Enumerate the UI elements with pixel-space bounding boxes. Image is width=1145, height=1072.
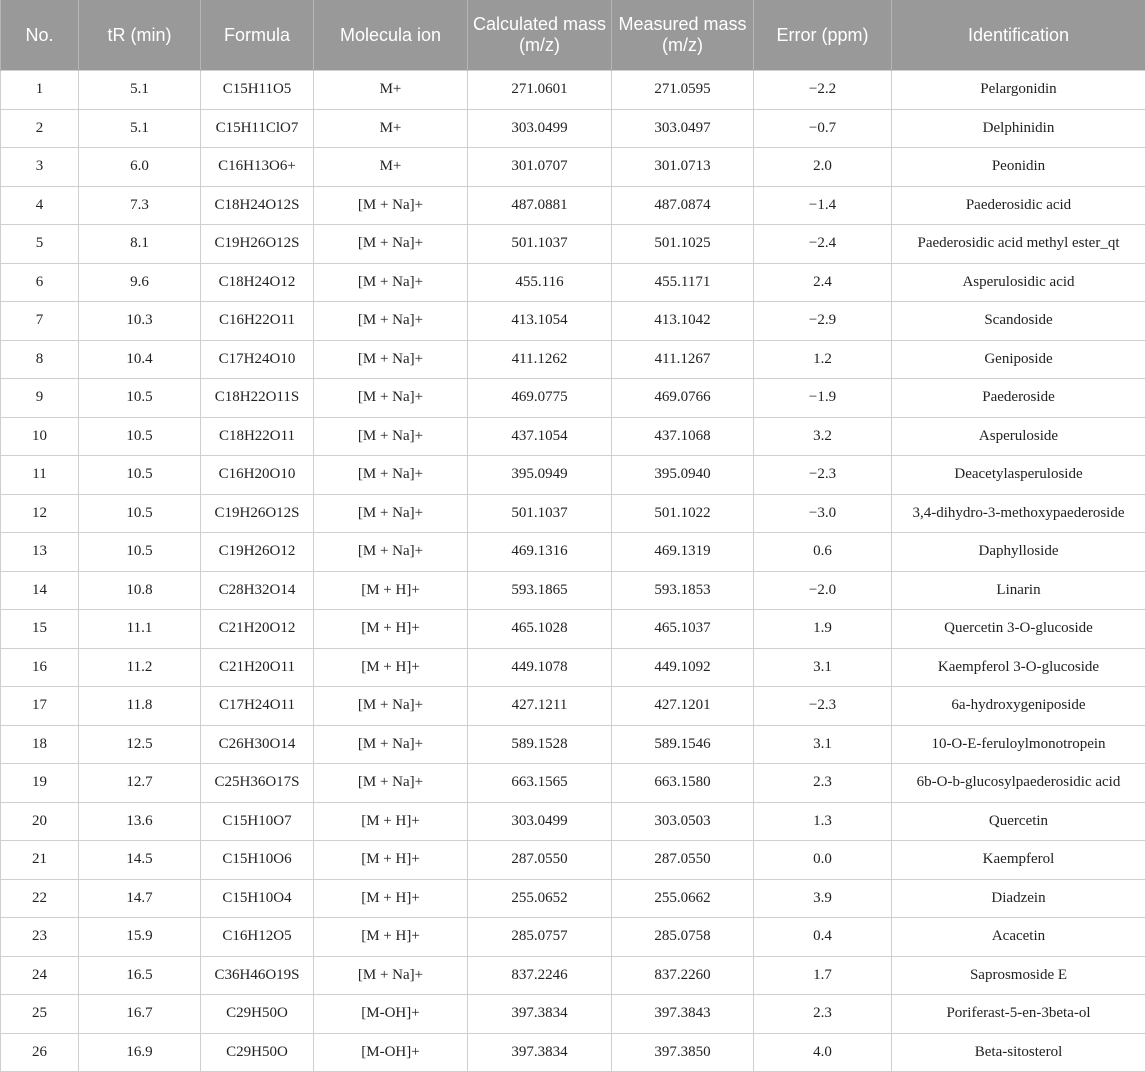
cell-identification: Paederosidic acid [892, 186, 1145, 225]
cell-formula: C18H22O11S [201, 379, 314, 418]
cell-identification: Kaempferol 3-O-glucoside [892, 648, 1145, 687]
cell-formula: C18H22O11 [201, 417, 314, 456]
cell-error: 3.1 [754, 725, 892, 764]
cell-error: 2.3 [754, 764, 892, 803]
cell-identification: Quercetin [892, 802, 1145, 841]
cell-identification: Geniposide [892, 340, 1145, 379]
cell-measured-mass: 271.0595 [612, 71, 754, 110]
table-row [1, 879, 1145, 918]
cell-measured-mass: 455.1171 [612, 263, 754, 302]
cell-error: −2.3 [754, 687, 892, 726]
table-row [1, 764, 1145, 803]
cell-error: 2.3 [754, 995, 892, 1034]
cell-no: 10 [1, 417, 79, 456]
cell-tr: 6.0 [79, 148, 201, 187]
cell-identification: Peonidin [892, 148, 1145, 187]
cell-molecular-ion: [M + H]+ [314, 802, 468, 841]
cell-formula: C18H24O12 [201, 263, 314, 302]
table-row [1, 802, 1145, 841]
cell-calculated-mass: 301.0707 [468, 148, 612, 187]
cell-formula: C15H10O6 [201, 841, 314, 880]
table-row [1, 995, 1145, 1034]
cell-molecular-ion: [M + Na]+ [314, 687, 468, 726]
cell-error: 1.7 [754, 956, 892, 995]
cell-error: −3.0 [754, 494, 892, 533]
header-row [1, 0, 1145, 71]
table-row [1, 1033, 1145, 1072]
cell-measured-mass: 449.1092 [612, 648, 754, 687]
table-row [1, 340, 1145, 379]
table-row [1, 456, 1145, 495]
cell-measured-mass: 411.1267 [612, 340, 754, 379]
cell-identification: 6a-hydroxygeniposide [892, 687, 1145, 726]
cell-no: 19 [1, 764, 79, 803]
cell-measured-mass: 287.0550 [612, 841, 754, 880]
cell-tr: 14.5 [79, 841, 201, 880]
cell-calculated-mass: 455.116 [468, 263, 612, 302]
table-row [1, 725, 1145, 764]
cell-tr: 10.3 [79, 302, 201, 341]
cell-tr: 16.9 [79, 1033, 201, 1072]
cell-molecular-ion: [M + Na]+ [314, 225, 468, 264]
table-row [1, 109, 1145, 148]
cell-formula: C19H26O12 [201, 533, 314, 572]
cell-molecular-ion: M+ [314, 148, 468, 187]
cell-molecular-ion: [M + Na]+ [314, 456, 468, 495]
table-row [1, 186, 1145, 225]
cell-no: 8 [1, 340, 79, 379]
cell-tr: 16.7 [79, 995, 201, 1034]
cell-calculated-mass: 501.1037 [468, 225, 612, 264]
cell-error: −1.9 [754, 379, 892, 418]
cell-molecular-ion: [M + Na]+ [314, 379, 468, 418]
cell-no: 4 [1, 186, 79, 225]
cell-error: −2.2 [754, 71, 892, 110]
cell-measured-mass: 501.1025 [612, 225, 754, 264]
table-row [1, 225, 1145, 264]
cell-error: 3.2 [754, 417, 892, 456]
cell-error: −2.9 [754, 302, 892, 341]
cell-molecular-ion: M+ [314, 71, 468, 110]
cell-molecular-ion: [M + H]+ [314, 648, 468, 687]
cell-formula: C15H11O5 [201, 71, 314, 110]
cell-identification: 6b-O-b-glucosylpaederosidic acid [892, 764, 1145, 803]
cell-tr: 8.1 [79, 225, 201, 264]
cell-identification: Daphylloside [892, 533, 1145, 572]
cell-no: 21 [1, 841, 79, 880]
cell-no: 15 [1, 610, 79, 649]
cell-error: −1.4 [754, 186, 892, 225]
cell-tr: 12.7 [79, 764, 201, 803]
cell-formula: C19H26O12S [201, 225, 314, 264]
cell-identification: Paederoside [892, 379, 1145, 418]
cell-measured-mass: 427.1201 [612, 687, 754, 726]
cell-calculated-mass: 427.1211 [468, 687, 612, 726]
cell-calculated-mass: 437.1054 [468, 417, 612, 456]
cell-formula: C15H11ClO7 [201, 109, 314, 148]
cell-error: 3.1 [754, 648, 892, 687]
cell-calculated-mass: 589.1528 [468, 725, 612, 764]
cell-no: 25 [1, 995, 79, 1034]
cell-identification: Asperuloside [892, 417, 1145, 456]
cell-no: 9 [1, 379, 79, 418]
table-row [1, 918, 1145, 957]
cell-calculated-mass: 397.3834 [468, 1033, 612, 1072]
cell-calculated-mass: 287.0550 [468, 841, 612, 880]
cell-no: 17 [1, 687, 79, 726]
cell-no: 24 [1, 956, 79, 995]
table-row [1, 648, 1145, 687]
cell-formula: C15H10O4 [201, 879, 314, 918]
cell-formula: C18H24O12S [201, 186, 314, 225]
cell-error: −2.0 [754, 571, 892, 610]
cell-molecular-ion: [M + H]+ [314, 841, 468, 880]
cell-error: 1.2 [754, 340, 892, 379]
cell-molecular-ion: [M + Na]+ [314, 494, 468, 533]
cell-tr: 7.3 [79, 186, 201, 225]
cell-identification: Paederosidic acid methyl ester_qt [892, 225, 1145, 264]
cell-measured-mass: 501.1022 [612, 494, 754, 533]
cell-molecular-ion: M+ [314, 109, 468, 148]
header-error: Error (ppm) [754, 0, 892, 71]
cell-measured-mass: 469.0766 [612, 379, 754, 418]
cell-molecular-ion: [M + Na]+ [314, 533, 468, 572]
header-identification: Identification [892, 0, 1145, 71]
cell-measured-mass: 413.1042 [612, 302, 754, 341]
cell-formula: C16H12O5 [201, 918, 314, 957]
cell-formula: C17H24O10 [201, 340, 314, 379]
cell-formula: C16H22O11 [201, 302, 314, 341]
cell-no: 3 [1, 148, 79, 187]
cell-error: 0.6 [754, 533, 892, 572]
cell-formula: C26H30O14 [201, 725, 314, 764]
cell-no: 5 [1, 225, 79, 264]
cell-measured-mass: 397.3843 [612, 995, 754, 1034]
table-row [1, 571, 1145, 610]
cell-calculated-mass: 469.1316 [468, 533, 612, 572]
cell-no: 2 [1, 109, 79, 148]
cell-identification: Poriferast-5-en-3beta-ol [892, 995, 1145, 1034]
cell-calculated-mass: 303.0499 [468, 802, 612, 841]
cell-error: 4.0 [754, 1033, 892, 1072]
cell-calculated-mass: 465.1028 [468, 610, 612, 649]
cell-calculated-mass: 303.0499 [468, 109, 612, 148]
cell-calculated-mass: 285.0757 [468, 918, 612, 957]
cell-measured-mass: 285.0758 [612, 918, 754, 957]
cell-identification: Scandoside [892, 302, 1145, 341]
cell-calculated-mass: 271.0601 [468, 71, 612, 110]
cell-calculated-mass: 397.3834 [468, 995, 612, 1034]
cell-formula: C15H10O7 [201, 802, 314, 841]
table-row [1, 956, 1145, 995]
cell-formula: C17H24O11 [201, 687, 314, 726]
table-row [1, 379, 1145, 418]
cell-tr: 10.8 [79, 571, 201, 610]
cell-identification: Kaempferol [892, 841, 1145, 880]
cell-calculated-mass: 837.2246 [468, 956, 612, 995]
cell-molecular-ion: [M + Na]+ [314, 263, 468, 302]
cell-measured-mass: 593.1853 [612, 571, 754, 610]
cell-molecular-ion: [M + H]+ [314, 918, 468, 957]
table-row [1, 302, 1145, 341]
cell-formula: C29H50O [201, 995, 314, 1034]
cell-calculated-mass: 593.1865 [468, 571, 612, 610]
cell-measured-mass: 487.0874 [612, 186, 754, 225]
cell-calculated-mass: 395.0949 [468, 456, 612, 495]
table-row [1, 148, 1145, 187]
cell-error: 0.0 [754, 841, 892, 880]
cell-calculated-mass: 411.1262 [468, 340, 612, 379]
cell-no: 16 [1, 648, 79, 687]
table-row [1, 533, 1145, 572]
cell-identification: Acacetin [892, 918, 1145, 957]
cell-tr: 10.4 [79, 340, 201, 379]
cell-calculated-mass: 469.0775 [468, 379, 612, 418]
cell-formula: C19H26O12S [201, 494, 314, 533]
cell-error: 1.9 [754, 610, 892, 649]
cell-measured-mass: 589.1546 [612, 725, 754, 764]
cell-measured-mass: 397.3850 [612, 1033, 754, 1072]
cell-measured-mass: 469.1319 [612, 533, 754, 572]
cell-molecular-ion: [M + Na]+ [314, 764, 468, 803]
cell-tr: 13.6 [79, 802, 201, 841]
cell-error: −2.3 [754, 456, 892, 495]
cell-formula: C21H20O11 [201, 648, 314, 687]
cell-tr: 15.9 [79, 918, 201, 957]
cell-molecular-ion: [M + Na]+ [314, 302, 468, 341]
cell-calculated-mass: 413.1054 [468, 302, 612, 341]
cell-tr: 16.5 [79, 956, 201, 995]
cell-tr: 11.2 [79, 648, 201, 687]
cell-error: 2.0 [754, 148, 892, 187]
cell-molecular-ion: [M + H]+ [314, 879, 468, 918]
cell-identification: Delphinidin [892, 109, 1145, 148]
cell-calculated-mass: 255.0652 [468, 879, 612, 918]
cell-no: 1 [1, 71, 79, 110]
cell-error: −0.7 [754, 109, 892, 148]
cell-formula: C21H20O12 [201, 610, 314, 649]
cell-error: 3.9 [754, 879, 892, 918]
table-row [1, 417, 1145, 456]
cell-identification: Quercetin 3-O-glucoside [892, 610, 1145, 649]
cell-identification: Asperulosidic acid [892, 263, 1145, 302]
cell-molecular-ion: [M-OH]+ [314, 995, 468, 1034]
cell-no: 11 [1, 456, 79, 495]
cell-calculated-mass: 449.1078 [468, 648, 612, 687]
cell-tr: 11.8 [79, 687, 201, 726]
cell-no: 13 [1, 533, 79, 572]
cell-no: 6 [1, 263, 79, 302]
cell-tr: 5.1 [79, 71, 201, 110]
cell-no: 23 [1, 918, 79, 957]
header-tr: tR (min) [79, 0, 201, 71]
cell-no: 7 [1, 302, 79, 341]
cell-molecular-ion: [M + Na]+ [314, 340, 468, 379]
cell-calculated-mass: 487.0881 [468, 186, 612, 225]
cell-no: 22 [1, 879, 79, 918]
cell-identification: Saprosmoside E [892, 956, 1145, 995]
cell-identification: 10-O-E-feruloylmonotropein [892, 725, 1145, 764]
cell-molecular-ion: [M + Na]+ [314, 956, 468, 995]
cell-measured-mass: 301.0713 [612, 148, 754, 187]
cell-no: 20 [1, 802, 79, 841]
cell-error: 0.4 [754, 918, 892, 957]
cell-formula: C16H13O6+ [201, 148, 314, 187]
cell-formula: C29H50O [201, 1033, 314, 1072]
cell-measured-mass: 395.0940 [612, 456, 754, 495]
cell-no: 12 [1, 494, 79, 533]
cell-error: 1.3 [754, 802, 892, 841]
cell-tr: 11.1 [79, 610, 201, 649]
cell-tr: 12.5 [79, 725, 201, 764]
cell-tr: 5.1 [79, 109, 201, 148]
cell-calculated-mass: 663.1565 [468, 764, 612, 803]
cell-no: 14 [1, 571, 79, 610]
table-row [1, 610, 1145, 649]
cell-molecular-ion: [M + H]+ [314, 610, 468, 649]
cell-molecular-ion: [M-OH]+ [314, 1033, 468, 1072]
table-row [1, 263, 1145, 302]
cell-identification: Diadzein [892, 879, 1145, 918]
cell-no: 26 [1, 1033, 79, 1072]
header-measured-mass: Measured mass (m/z) [612, 0, 754, 71]
cell-tr: 14.7 [79, 879, 201, 918]
cell-measured-mass: 303.0503 [612, 802, 754, 841]
cell-molecular-ion: [M + Na]+ [314, 186, 468, 225]
cell-measured-mass: 303.0497 [612, 109, 754, 148]
cell-no: 18 [1, 725, 79, 764]
cell-formula: C28H32O14 [201, 571, 314, 610]
cell-identification: 3,4-dihydro-3-methoxypaederoside [892, 494, 1145, 533]
cell-identification: Deacetylasperuloside [892, 456, 1145, 495]
cell-molecular-ion: [M + H]+ [314, 571, 468, 610]
cell-calculated-mass: 501.1037 [468, 494, 612, 533]
cell-tr: 10.5 [79, 456, 201, 495]
cell-tr: 10.5 [79, 533, 201, 572]
cell-identification: Linarin [892, 571, 1145, 610]
cell-error: 2.4 [754, 263, 892, 302]
cell-tr: 10.5 [79, 494, 201, 533]
table-row [1, 841, 1145, 880]
cell-error: −2.4 [754, 225, 892, 264]
cell-molecular-ion: [M + Na]+ [314, 725, 468, 764]
cell-measured-mass: 465.1037 [612, 610, 754, 649]
cell-formula: C36H46O19S [201, 956, 314, 995]
cell-tr: 9.6 [79, 263, 201, 302]
cell-formula: C16H20O10 [201, 456, 314, 495]
table-row [1, 687, 1145, 726]
cell-tr: 10.5 [79, 379, 201, 418]
cell-measured-mass: 437.1068 [612, 417, 754, 456]
cell-formula: C25H36O17S [201, 764, 314, 803]
table-body [1, 71, 1145, 1072]
cell-tr: 10.5 [79, 417, 201, 456]
header-molecular-ion: Molecula ion [314, 0, 468, 71]
cell-molecular-ion: [M + Na]+ [314, 417, 468, 456]
cell-measured-mass: 837.2260 [612, 956, 754, 995]
header-no: No. [1, 0, 79, 71]
cell-measured-mass: 255.0662 [612, 879, 754, 918]
table-row [1, 494, 1145, 533]
cell-identification: Pelargonidin [892, 71, 1145, 110]
header-formula: Formula [201, 0, 314, 71]
table-row [1, 71, 1145, 110]
header-calculated-mass: Calculated mass (m/z) [468, 0, 612, 71]
cell-measured-mass: 663.1580 [612, 764, 754, 803]
cell-identification: Beta-sitosterol [892, 1033, 1145, 1072]
